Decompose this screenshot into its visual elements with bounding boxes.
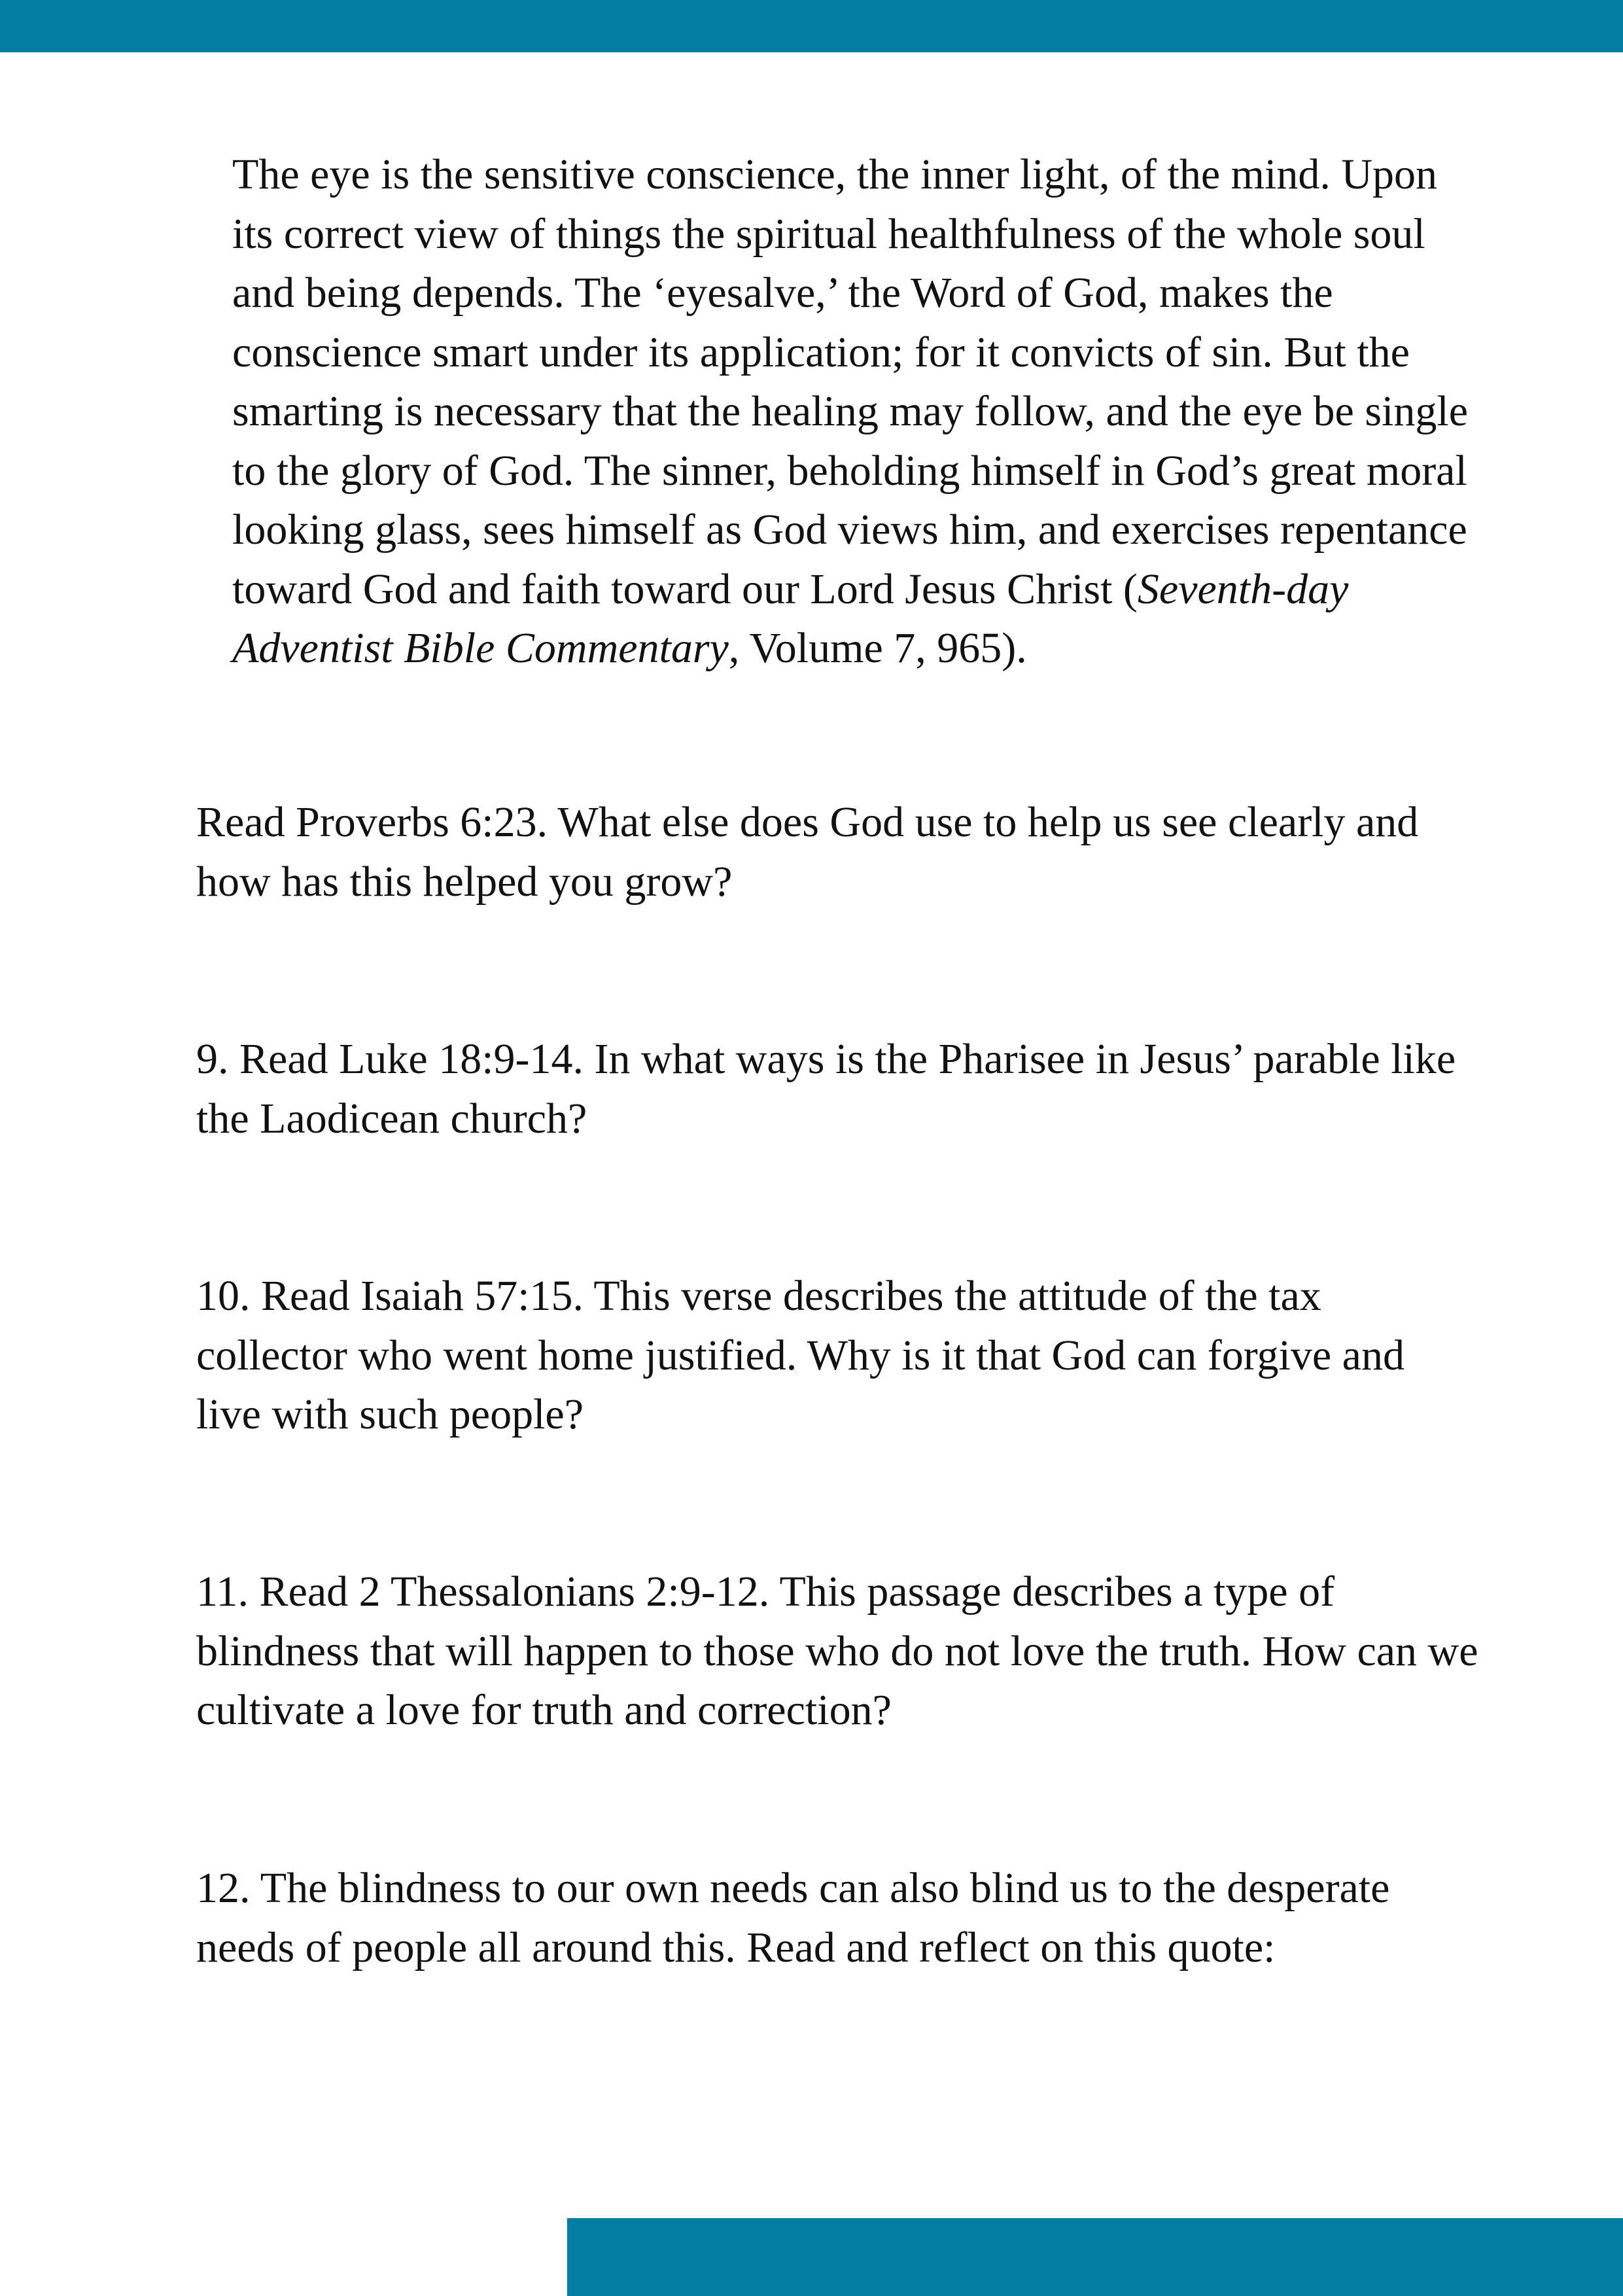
commentary-quote [232,145,1475,679]
quote-citation-title: Seventh-day Adventist Bible Commentary [232,565,1349,672]
question-proverbs: Read Proverbs 6:23. What else does God use to help us see clearly and how has this helped you grow? [196,798,1419,906]
question-10: 10. Read Isaiah 57:15. This verse describes the attitude of the tax collector who went home justified. Why is it that God can forgive and live with such people? [196,1272,1405,1438]
bottom-accent-bar [567,2218,1623,2296]
question-9: 9. Read Luke 18:9-14. In what ways is the Pharisee in Jesus’ parable like the Laodicean church? [196,1035,1456,1142]
question-12: 12. The blindness to our own needs can also blind us to the desperate needs of people all around this. Read and reflect on this quote: [196,1864,1390,1971]
quote-text: The eye is the sensitive conscience, the inner light, of the mind. Upon its correct view of things the spiritual healthfulness of the whole soul and being depends. The ‘eyesalve,’ the Word of God, makes the conscience smart under its application; for it convicts of sin. But the smarting is necessary that the healing may follow, and the eye be single to the glory of God. The sinner, beholding himself in God’s great moral looking glass, sees himself as God views him, and exercises repentance toward God and faith toward our Lord Jesus Christ ( [232,150,1468,613]
question-11: 11. Read 2 Thessalonians 2:9-12. This passage describes a type of blindness that will happen to those who do not love the truth. How can we cultivate a love for truth and correction? [196,1568,1478,1734]
top-accent-bar [0,0,1623,52]
quote-citation-reference: , Volume 7, 965). [728,624,1027,672]
